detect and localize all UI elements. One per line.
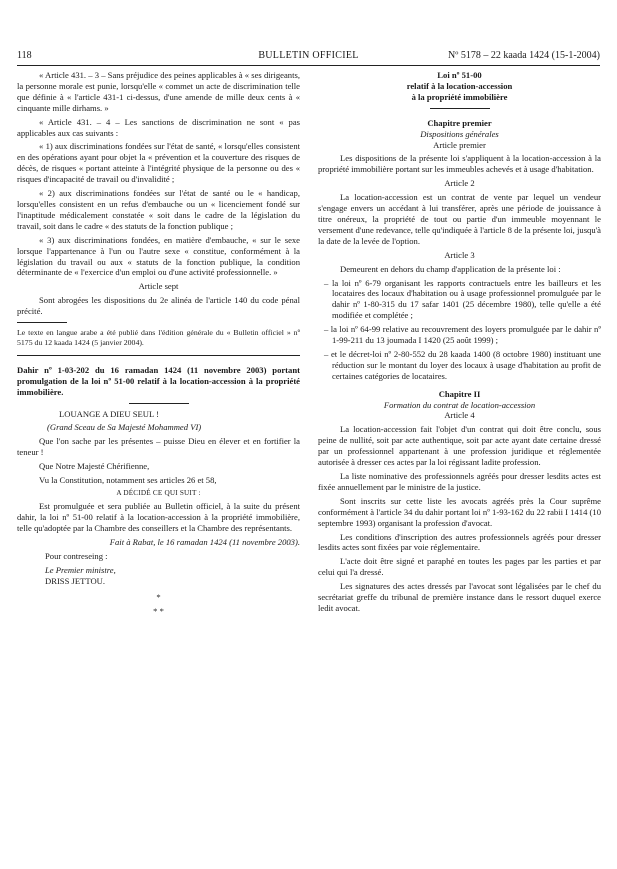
arabic-text-note: Le texte en langue arabe a été publié dans l'édition générale du « Bulletin officiel » nº 5175 du 12 kaada 1424 (5 janvier 2004). — [17, 328, 300, 347]
que-lon-sache: Que l'on sache par les présentes – puisse Dieu en élever et en fortifier la teneur ! — [17, 436, 300, 458]
exception-item-1: « 1) aux discriminations fondées sur l'état de santé, « lorsqu'elles consistent en des opérations ayant pour objet la « prévention et la couverture des risques de décès, de risques « portant atteinte à l'intégrité physique de la personne ou des « risques d'incapacité de travail ou d'invalidité ; — [17, 141, 300, 185]
article-sept-heading: Article sept — [138, 281, 179, 292]
section-rule — [17, 355, 300, 356]
article-431-3: « Article 431. – 3 – Sans préjudice des peines applicables à « ses dirigeants, la personne morale est punie, lorsqu'elle « commet un acte de discrimination telle que définie à « l'article 431-1 ci-dessus, d'une amende de mille deux cents à « cinquante mille dirhams. » — [17, 70, 300, 113]
article-premier-heading: Article premier — [433, 139, 486, 150]
dahir-rule — [129, 403, 189, 404]
article-4-paragraph: La location-accession fait l'objet d'un contrat qui doit être conclu, sous peine de nullité, soit par acte authentique, soit par acte ayant date certaine dressé par un professionnel appartenant à une profession juridique et réglementée autorisée à dresser ces actes par la loi régissant ladite profession. — [318, 424, 601, 468]
article-2-heading: Article 2 — [444, 178, 475, 189]
fait-a-rabat: Fait à Rabat, le 16 ramadan 1424 (11 novembre 2003). — [109, 536, 300, 547]
article-3-intro: Demeurent en dehors du champ d'application de la présente loi : — [340, 263, 561, 274]
article-431-4: « Article 431. – 4 – Les sanctions de discrimination ne sont « pas applicables aux cas suivants : — [17, 116, 300, 138]
article-4-paragraph: Les conditions d'inscription des autres professionnels agréés pour dresser lesdits actes sont fixées par voie réglementaire. — [318, 531, 601, 553]
article-4-paragraph: Sont inscrits sur cette liste les avocats agréés près la Cour suprême conformément à l'article 34 du dahir portant loi nº 1-93-162 du 22 rabii I 1414 (10 septembre 1993) organisant la profession d'avocat. — [318, 495, 601, 528]
loi-rule — [430, 108, 490, 109]
formation-du-contrat: Formation du contrat de location-accession — [383, 399, 536, 410]
a-decide: A DÉCIDÉ CE QUI SUIT : — [116, 488, 201, 497]
vu-constitution: Vu la Constitution, notamment ses articles 26 et 58, — [39, 475, 217, 486]
signataire: DRISS JETTOU. — [45, 575, 106, 586]
loi-subtitle-1: relatif à la location-accession — [406, 80, 513, 91]
article-3-list — [318, 278, 601, 382]
article-4-heading: Article 4 — [444, 410, 475, 421]
star-single: * — [156, 592, 161, 603]
louange: LOUANGE A DIEU SEUL ! — [59, 408, 159, 419]
article-3-heading: Article 3 — [444, 249, 475, 260]
header-rule — [17, 65, 600, 66]
publication-title: BULLETIN OFFICIEL — [258, 50, 359, 61]
loi-title: Loi nº 51-00 — [437, 70, 482, 80]
grand-sceau: (Grand Sceau de Sa Majesté Mohammed VI) — [47, 422, 202, 433]
star-double: * * — [153, 606, 164, 617]
issue-reference: Nº 5178 – 22 kaada 1424 (15-1-2004) — [448, 50, 600, 61]
chapitre-premier: Chapitre premier — [427, 117, 492, 128]
article-4-paragraph: La liste nominative des professionnels agréés pour dresser lesdits actes est fixée annuellement par le ministre de la justice. — [318, 471, 601, 492]
premier-ministre: Le Premier ministre, — [45, 564, 116, 575]
article-premier-text: Les dispositions de la présente loi s'appliquent à la location-accession à la propriété immobilière portant sur les immeubles achevés et à usage d'habitation. — [318, 153, 601, 175]
dispositions-generales: Dispositions générales — [420, 128, 499, 139]
left-column — [17, 70, 300, 620]
page-number: 118 — [17, 50, 32, 61]
loi-subtitle-2: à la propriété immobilière — [411, 91, 508, 102]
article-4-paragraph: L'acte doit être signé et paraphé en toutes les pages par les parties et par celui qui l'a dressé. — [318, 556, 601, 578]
est-promulguee: Est promulguée et sera publiée au Bulletin officiel, à la suite du présent dahir, la loi nº 51-00 relatif à la location-accession à la propriété immobilière, telle qu'adoptée par la Chambre des conseillers et la Chambre des représentants. — [17, 501, 300, 533]
dahir-title: Dahir nº 1-03-202 du 16 ramadan 1424 (11 novembre 2003) portant promulgation de la loi nº 51-00 relatif à la location-accession à la propriété immobilière. — [17, 364, 300, 397]
chapitre-2: Chapitre II — [438, 388, 481, 399]
list-item: – et le décret-loi nº 2-80-552 du 28 kaada 1400 (8 octobre 1980) instituant une réduction sur le montant du loyer des locaux à usage d'habitation au profit de certaines catégories de locataires. — [324, 348, 601, 381]
page-header — [17, 50, 600, 64]
article-2-text: La location-accession est un contrat de vente par lequel un vendeur s'engage envers un accédant à lui transférer, après une période de jouissance à titre onéreux, la propriété de tout ou partie d'un immeuble moyennant le versement d'une redevance, telle qu'indiquée à l'article 8 de la présente loi, jusqu'à la date de la levée de l'option. — [318, 192, 601, 246]
list-item: – la loi nº 6-79 organisant les rapports contractuels entre les bailleurs et les locataires des locaux d'habitation ou à usage professionnel promulguée par le dahir nº 1-80-315 du 17 safar 1401 (25 décembre 1980), telle qu'elle a été modifiée et complétée ; — [324, 277, 601, 321]
exception-item-3: « 3) aux discriminations fondées, en matière d'embauche, « sur le sexe lorsque l'appartenance à l'un ou l'autre sexe « constitue, conformément à la législation du travail ou aux « statuts de la fonction publique, la condition déterminante de « l'exercice d'un emploi ou d'une activité professionnelle. » — [17, 234, 300, 278]
article-4-paragraph: Les signatures des actes dressés par l'avocat sont légalisées par le chef du secrétariat greffe du tribunal de première instance dans le ressort duquel exerce ledit avocat. — [318, 581, 601, 613]
list-item: – la loi nº 64-99 relative au recouvrement des loyers promulguée par le dahir nº 1-99-211 du 13 joumada I 1420 (25 août 1999) ; — [324, 324, 601, 346]
pour-contreseing: Pour contreseing : — [45, 550, 108, 561]
note-rule — [17, 322, 67, 323]
right-column — [318, 70, 601, 617]
article-sept-text: Sont abrogées les dispositions du 2e alinéa de l'article 140 du code pénal précité. — [17, 295, 300, 317]
majeste-cherifienne: Que Notre Majesté Chérifienne, — [39, 461, 150, 472]
exception-item-2: « 2) aux discriminations fondées sur l'état de santé ou le « handicap, lorsqu'elles consistent en un refus d'embauche ou un « licenciement fondé sur l'inaptitude médicalement constatée « soit dans le cadre de la législation du travail, soit dans le cadre « des statuts de la fonction publique ; — [17, 188, 300, 231]
